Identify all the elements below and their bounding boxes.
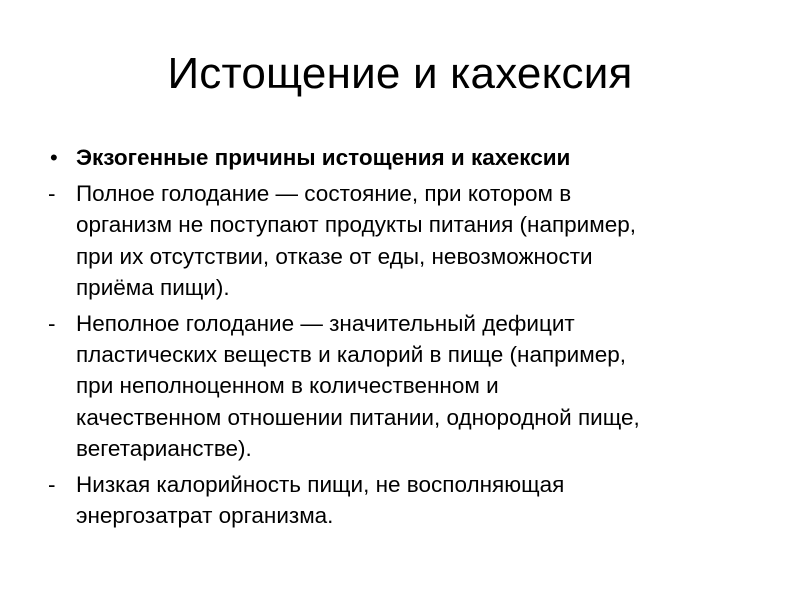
text-line: качественном отношении питании, однородной пище, bbox=[76, 404, 640, 430]
text-line: при их отсутствии, отказе от еды, невозможности bbox=[76, 243, 593, 269]
list-item-text bbox=[76, 308, 768, 464]
text-line: энергозатрат организма. bbox=[76, 503, 334, 529]
text-line: приёма пищи). bbox=[76, 274, 230, 300]
text-line: организм не поступают продукты питания (например, bbox=[76, 212, 636, 238]
list-item-text bbox=[76, 178, 768, 303]
list-item bbox=[48, 178, 768, 303]
text-line: вегетарианстве). bbox=[76, 435, 252, 461]
list-heading-text: Экзогенные причины истощения и кахексии bbox=[76, 145, 571, 170]
dash-marker: - bbox=[48, 311, 56, 337]
text-line: пластических веществ и калорий в пище (например, bbox=[76, 342, 626, 368]
dash-marker: - bbox=[48, 181, 56, 207]
text-line: Полное голодание — состояние, при котором в bbox=[76, 181, 572, 207]
text-line: при неполноценном в количественном и bbox=[76, 373, 499, 399]
list-item-text bbox=[76, 469, 768, 531]
list-item-heading bbox=[48, 142, 768, 173]
bullet-marker: • bbox=[50, 145, 58, 170]
slide-title: Истощение и кахексия bbox=[167, 49, 633, 98]
text-line: Неполное голодание — значительный дефицит bbox=[76, 311, 575, 337]
list-item bbox=[48, 469, 768, 531]
dash-marker: - bbox=[48, 472, 56, 498]
text-line: Низкая калорийность пищи, не восполняющая bbox=[76, 472, 565, 498]
slide-content bbox=[48, 142, 768, 536]
list-item bbox=[48, 308, 768, 464]
